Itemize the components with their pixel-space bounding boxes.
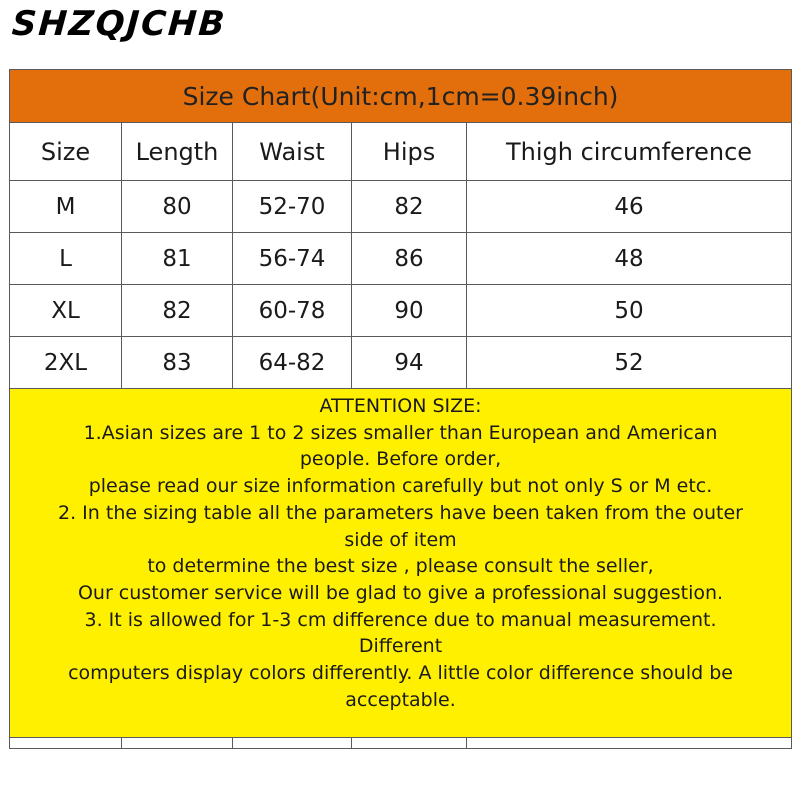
notes-line: 3. It is allowed for 1-3 cm difference due to manual measurement. [84, 608, 717, 631]
cell-waist: 56-74 [233, 233, 352, 285]
notes-line: acceptable. [345, 688, 456, 711]
footer-cell [122, 738, 233, 749]
notes-line: please read our size information carefully but not only S or M etc. [88, 475, 713, 498]
size-chart-title-row [10, 70, 792, 123]
cell-length: 83 [122, 337, 233, 389]
cell-thigh: 50 [467, 285, 792, 337]
cell-waist: 52-70 [233, 181, 352, 233]
table-footer-row [10, 738, 792, 749]
table-row [10, 337, 792, 389]
header-size: Size [10, 123, 122, 181]
cell-length: 82 [122, 285, 233, 337]
footer-cell [352, 738, 467, 749]
cell-hips: 82 [352, 181, 467, 233]
size-chart-title: Size Chart(Unit:cm,1cm=0.39inch) [10, 70, 792, 123]
footer-cell [233, 738, 352, 749]
footer-cell [467, 738, 792, 749]
cell-size: M [10, 181, 122, 233]
notes-heading: ATTENTION SIZE: [319, 395, 482, 417]
cell-thigh: 48 [467, 233, 792, 285]
brand-logo: SHZQJCHB [10, 4, 228, 44]
cell-thigh: 52 [467, 337, 792, 389]
cell-waist: 64-82 [233, 337, 352, 389]
notes-line: to determine the best size , please consult the seller, [147, 555, 654, 578]
cell-hips: 90 [352, 285, 467, 337]
notes-line: side of item [344, 528, 457, 551]
notes-line: people. Before order, [299, 448, 502, 471]
header-length: Length [122, 123, 233, 181]
cell-size: 2XL [10, 337, 122, 389]
footer-cell [10, 738, 122, 749]
header-row [10, 123, 792, 181]
notes-row [10, 389, 792, 738]
header-waist: Waist [233, 123, 352, 181]
cell-waist: 60-78 [233, 285, 352, 337]
notes-line: computers display colors differently. A little color difference should be [68, 662, 733, 685]
cell-thigh: 46 [467, 181, 792, 233]
header-thigh-circumference: Thigh circumference [467, 123, 792, 181]
notes-line: Different [358, 635, 443, 658]
table-row [10, 181, 792, 233]
cell-length: 81 [122, 233, 233, 285]
cell-hips: 86 [352, 233, 467, 285]
cell-size: L [10, 233, 122, 285]
cell-size: XL [10, 285, 122, 337]
cell-hips: 94 [352, 337, 467, 389]
notes-line: 1.Asian sizes are 1 to 2 sizes smaller than European and American [83, 421, 718, 444]
notes-line: 2. In the sizing table all the parameters have been taken from the outer [58, 501, 743, 524]
attention-notes [10, 389, 792, 738]
table-row [10, 285, 792, 337]
cell-length: 80 [122, 181, 233, 233]
notes-line: Our customer service will be glad to give a professional suggestion. [77, 581, 724, 604]
size-chart-table [9, 69, 792, 749]
header-hips: Hips [352, 123, 467, 181]
table-row [10, 233, 792, 285]
